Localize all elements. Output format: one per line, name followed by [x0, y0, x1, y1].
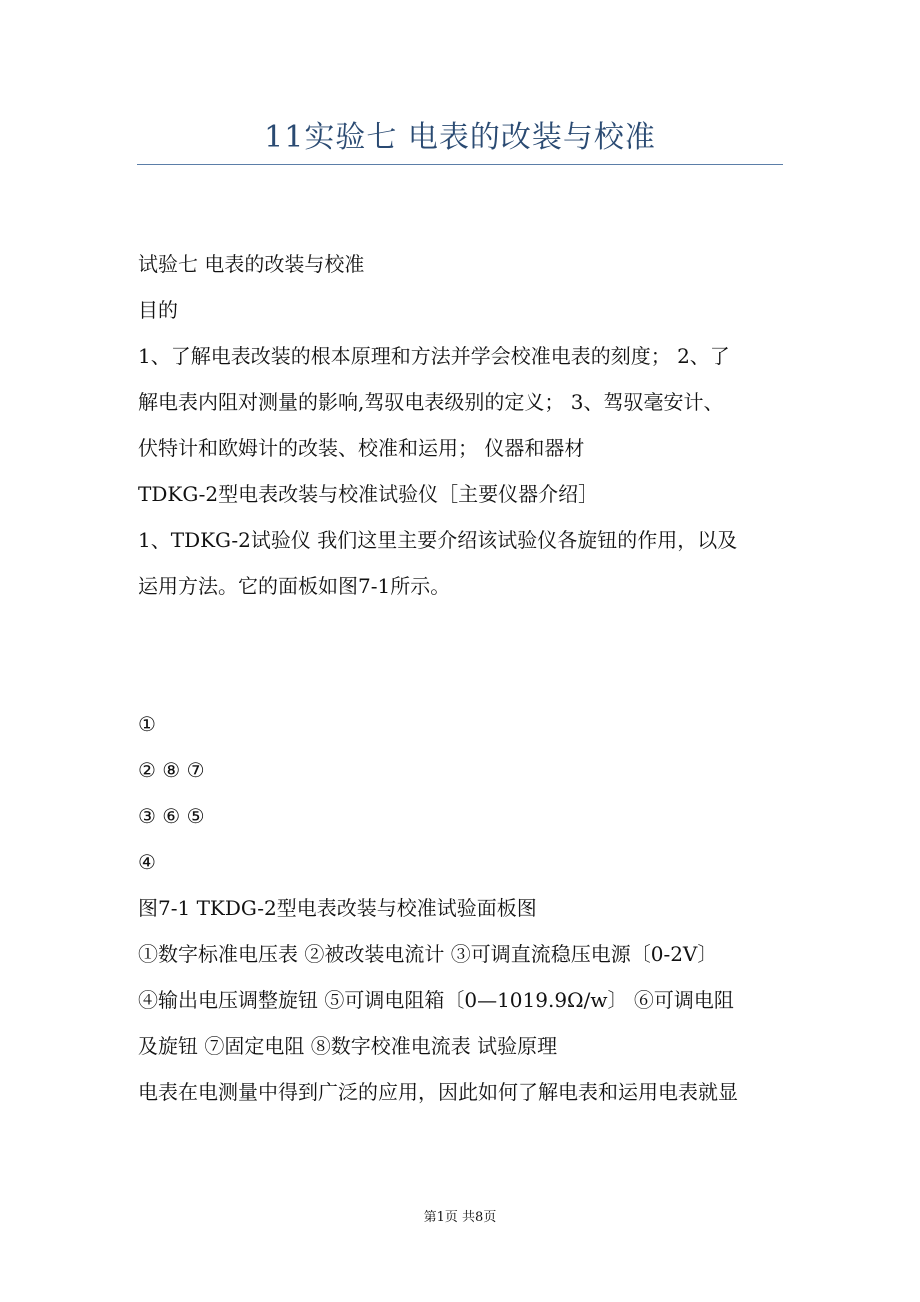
figure-space: [138, 609, 788, 701]
body-line: ①数字标准电压表 ②被改装电流计 ③可调直流稳压电源〔0-2V〕: [138, 942, 718, 966]
body-line: 电表在电测量中得到广泛的应用，因此如何了解电表和运用电表就显: [138, 1080, 738, 1104]
body-line: 1、TDKG-2试验仪 我们这里主要介绍该试验仪各旋钮的作用，以及: [138, 528, 738, 552]
body-line: 目的: [138, 298, 178, 322]
title-divider: [137, 164, 783, 165]
document-title: 11实验七 电表的改装与校准: [264, 120, 656, 155]
figure-marker: ② ⑧ ⑦: [138, 758, 205, 782]
body-line: 试验七 电表的改装与校准: [138, 252, 365, 276]
figure-marker: ①: [138, 712, 156, 736]
page-footer: 第1页 共8页: [423, 1210, 497, 1225]
body-line: 运用方法。它的面板如图7-1所示。: [138, 574, 451, 598]
figure-marker: ③ ⑥ ⑤: [138, 804, 205, 828]
body-line: 伏特计和欧姆计的改装、校准和运用； 仪器和器材: [138, 436, 585, 460]
figure-caption: 图7-1 TKDG-2型电表改装与校准试验面板图: [138, 896, 537, 920]
figure-marker: ④: [138, 850, 156, 874]
body-line: 及旋钮 ⑦固定电阻 ⑧数字校准电流表 试验原理: [138, 1034, 558, 1058]
document-body: [138, 241, 788, 1115]
body-line: ④输出电压调整旋钮 ⑤可调电阻箱〔0—1019.9Ω/w〕 ⑥可调电阻: [138, 988, 734, 1012]
body-line: 解电表内阻对测量的影响,驾驭电表级别的定义； 3、驾驭毫安计、: [138, 390, 724, 414]
body-line: TDKG-2型电表改装与校准试验仪［主要仪器介绍］: [138, 482, 599, 506]
body-line: 1、了解电表改装的根本原理和方法并学会校准电表的刻度； 2、了: [138, 344, 730, 368]
